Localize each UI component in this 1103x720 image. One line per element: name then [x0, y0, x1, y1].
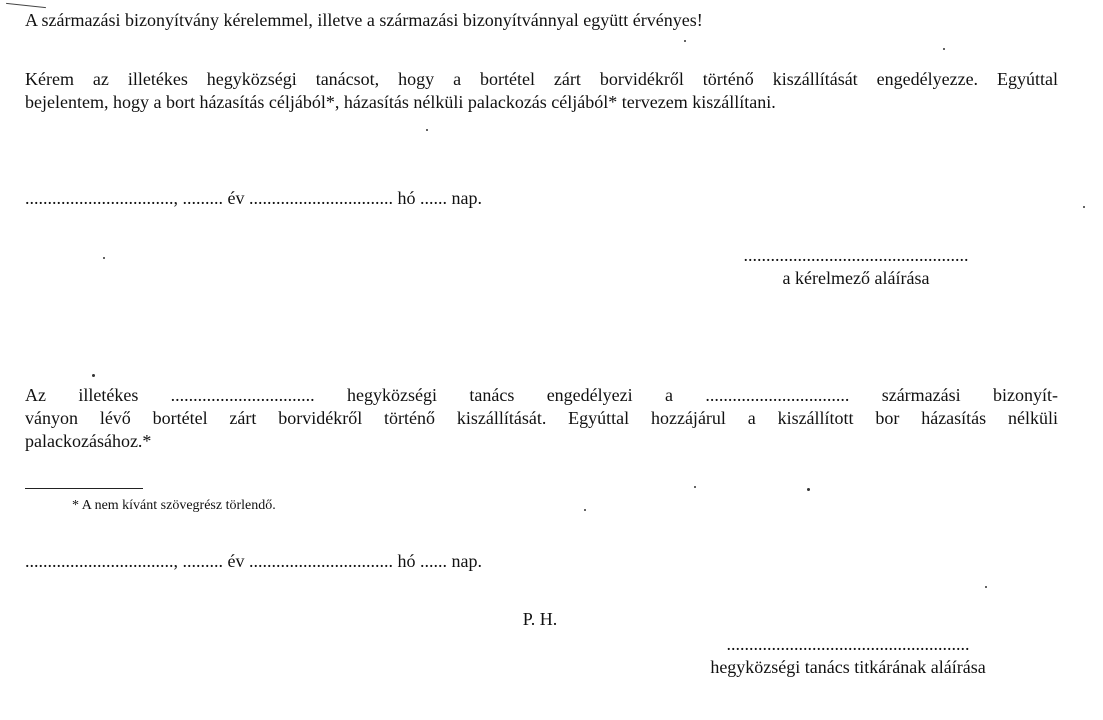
scan-speck	[943, 48, 945, 50]
scan-speck	[1083, 206, 1085, 208]
approval-paragraph-line: Az illetékes ................................ hegyközségi tanács engedélyezi a ................................ származási bizonyít-	[25, 385, 1058, 405]
applicant-signature-label: a kérelmező aláírása	[782, 268, 930, 288]
footnote-divider	[25, 488, 143, 489]
scan-mark	[6, 3, 46, 8]
approval-paragraph-line: ványon lévő bortétel zárt borvidékről történő kiszállítását. Egyúttal hozzájárul a kiszállított bor házasítás nélküli	[25, 408, 1058, 428]
scan-speck	[684, 40, 686, 42]
request-paragraph-line: Kérem az illetékes hegyközségi tanácsot, hogy a bortétel zárt borvidékről történő kiszállítását engedélyezze. Egyúttal	[25, 69, 1058, 89]
approval-paragraph-line: palackozásához.*	[25, 431, 152, 451]
scan-speck	[584, 509, 586, 511]
scan-speck	[426, 129, 428, 131]
request-paragraph	[25, 68, 1058, 114]
header-note: A származási bizonyítvány kérelemmel, illetve a származási bizonyítvánnyal együtt érvényes!	[25, 10, 703, 30]
date-line-applicant: ................................., ......... év ................................ hó ...... nap.	[25, 188, 482, 208]
scan-speck	[985, 586, 987, 588]
secretary-signature-label: hegyközségi tanács titkárának aláírása	[710, 657, 986, 677]
approval-paragraph	[25, 384, 1058, 453]
scan-speck	[92, 374, 95, 377]
applicant-signature-dots: ..................................................	[743, 245, 969, 265]
scan-speck	[694, 486, 696, 488]
request-paragraph-line: bejelentem, hogy a bort házasítás céljából*, házasítás nélküli palackozás céljából* tervezem kiszállítani.	[25, 92, 776, 112]
secretary-signature-dots: ......................................................	[726, 634, 970, 654]
scan-speck	[103, 257, 105, 259]
scan-speck	[807, 488, 810, 491]
stamp-label: P. H.	[522, 609, 558, 629]
footnote: * A nem kívánt szövegrész törlendő.	[72, 498, 276, 513]
date-line-council: ................................., ......... év ................................ hó ...... nap.	[25, 551, 482, 571]
